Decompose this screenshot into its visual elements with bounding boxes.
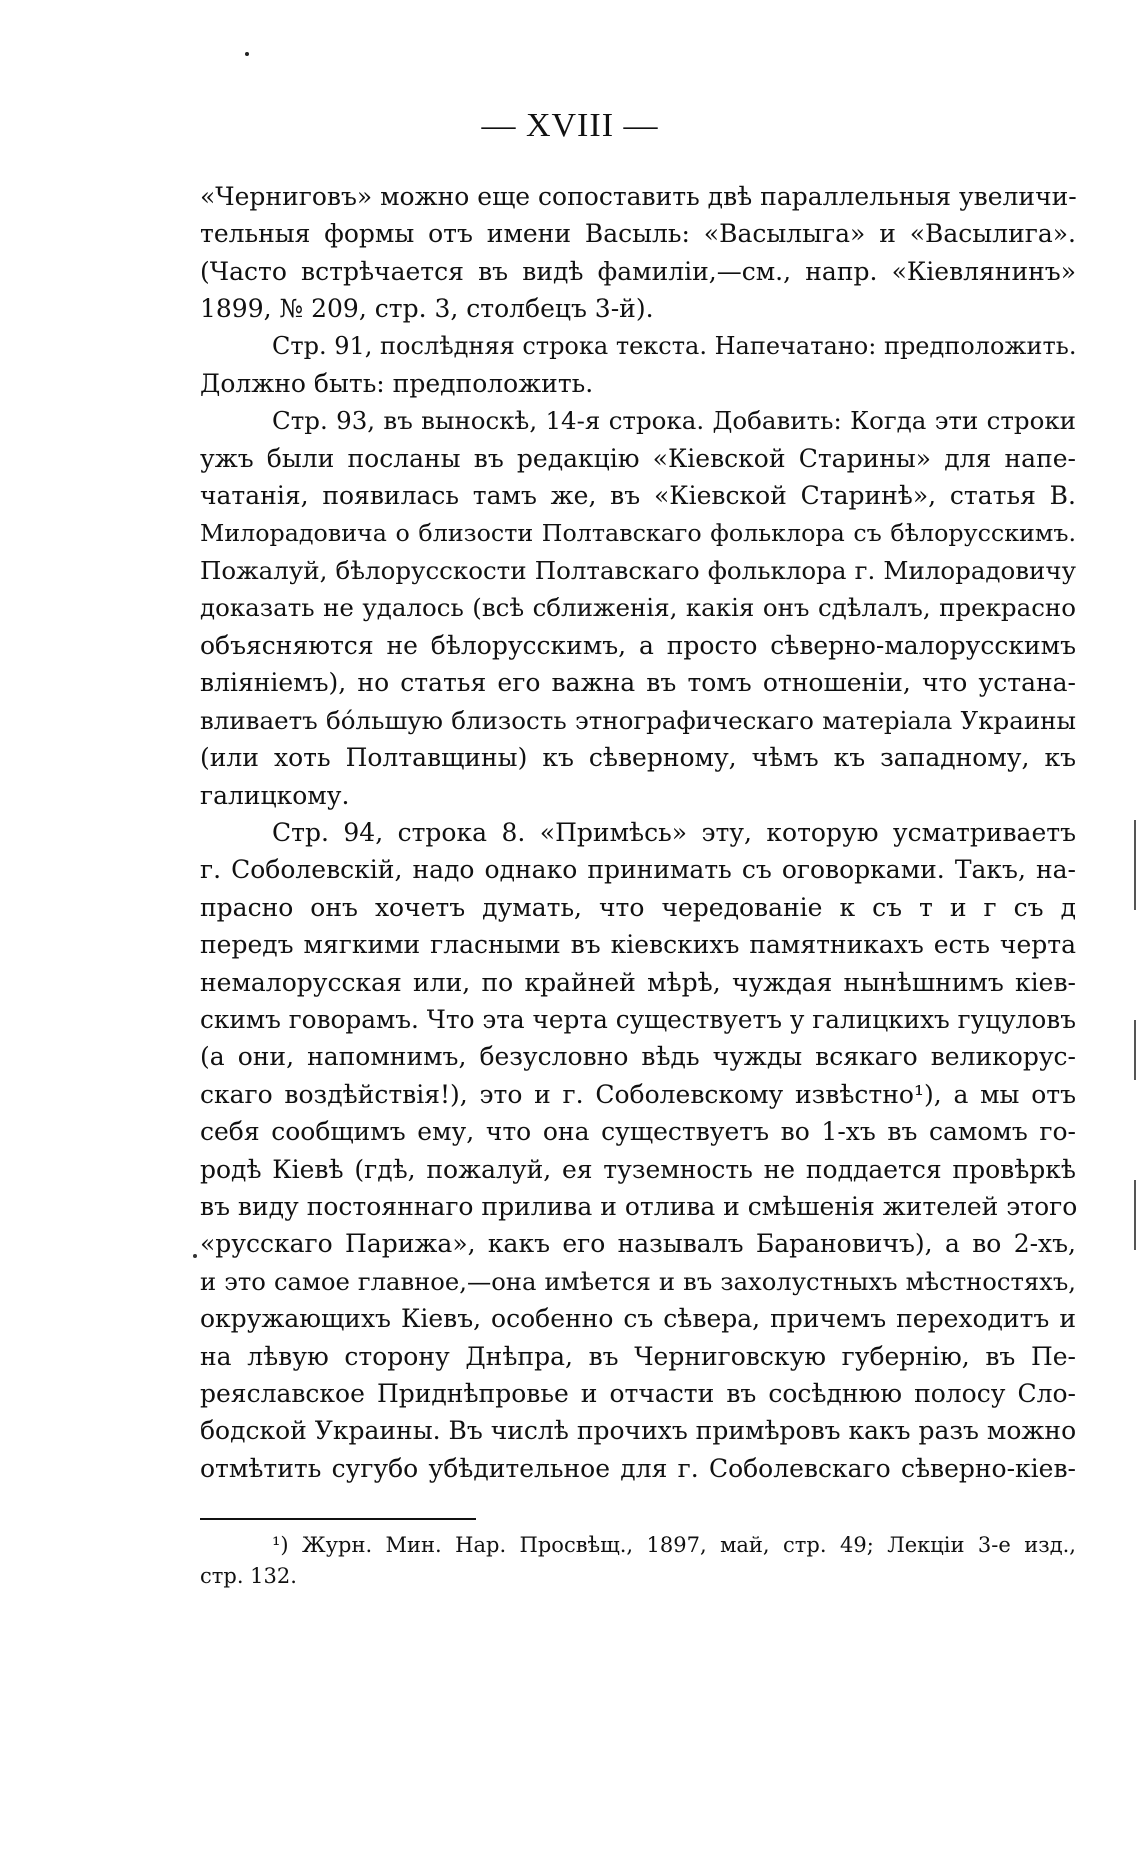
text-line: передъ мягкими гласными въ кіевскихъ памятникахъ есть черта	[200, 930, 1076, 960]
text-line: Стр. 91, послѣдняя строка текста. Напечатано: предположить.	[272, 331, 1077, 360]
footnote	[200, 1530, 1076, 1592]
text-line: «Черниговъ» можно еще сопоставить двѣ параллельныя увеличи-	[200, 182, 1077, 211]
text-line: реяславское Приднѣпровье и отчасти въ сосѣднюю полосу Сло-	[200, 1379, 1076, 1408]
text-line: скимъ говорамъ. Что эта черта существуетъ у галицкихъ гуцуловъ	[200, 1004, 1076, 1034]
main-text	[200, 178, 1076, 1487]
footnote-divider	[200, 1518, 476, 1520]
text-line: себя сообщимъ ему, что она существуетъ во 1-хъ въ самомъ го-	[200, 1117, 1076, 1147]
text-line: галицкому.	[200, 780, 350, 810]
text-line: прасно онъ хочетъ думать, что чередованіе к съ т и г съ д	[200, 892, 1076, 922]
text-line: родѣ Кіевѣ (гдѣ, пожалуй, ея туземность не поддается провѣркѣ	[200, 1154, 1076, 1184]
text-line: немалорусская или, по крайней мѣрѣ, чуждая нынѣшнимъ кіев-	[200, 967, 1076, 997]
text-line: Милорадовича о близости Полтавскаго фольклора съ бѣлорусскимъ.	[200, 518, 1076, 547]
footnote-line: ¹) Журн. Мин. Нар. Просвѣщ., 1897, май, стр. 49; Лекціи 3-е изд.,	[272, 1533, 1076, 1557]
text-line: Должно быть: предположить.	[200, 369, 594, 399]
text-line: вливаетъ бóльшую близость этнографическаго матеріала Украины	[200, 705, 1076, 735]
text-line: ужъ были посланы въ редакцію «Кіевской Старины» для напе-	[200, 443, 1076, 473]
text-line: г. Соболевскій, надо однако принимать съ оговорками. Такъ, на-	[200, 855, 1076, 885]
text-line: тельныя формы отъ имени Васыль: «Васылыга» и «Васылига».	[200, 219, 1076, 249]
text-line: вліяніемъ), но статья его важна въ томъ отношеніи, что устана-	[200, 668, 1076, 698]
text-line: въ виду постояннаго прилива и отлива и смѣшенія жителей этого	[200, 1191, 1078, 1221]
text-line: (или хоть Полтавщины) къ сѣверному, чѣмъ къ западному, къ	[200, 743, 1076, 773]
text-line: (а они, напомнимъ, безусловно вѣдь чужды всякаго великорус-	[200, 1042, 1076, 1072]
text-line: отмѣтить сугубо убѣдительное для г. Соболевскаго сѣверно-кіев-	[200, 1453, 1076, 1483]
page-number: — XVIII —	[481, 107, 659, 144]
paragraph-4	[200, 814, 1076, 1487]
text-line: Пожалуй, бѣлорусскости Полтавскаго фольклора г. Милорадовичу	[200, 556, 1076, 586]
text-line: «русскаго Парижа», какъ его называлъ Барановичъ), а во 2-хъ,	[200, 1229, 1076, 1259]
text-line: окружающихъ Кіевъ, особенно съ сѣвера, причемъ переходитъ и	[200, 1304, 1076, 1334]
text-line: и это самое главное,—она имѣется и въ захолустныхъ мѣстностяхъ,	[200, 1266, 1076, 1296]
print-speck	[245, 52, 249, 56]
text-line: (Часто встрѣчается въ видѣ фамиліи,—см., напр. «Кіевлянинъ»	[200, 256, 1076, 286]
text-line: доказать не удалось (всѣ сближенія, какія онъ сдѣлалъ, прекрасно	[200, 593, 1076, 623]
text-line: чатанія, появилась тамъ же, въ «Кіевской Старинѣ», статья В.	[200, 481, 1076, 511]
text-line: объясняются не бѣлорусскимъ, а просто сѣверно-малорусскимъ	[200, 630, 1076, 660]
text-line: 1899, № 209, стр. 3, столбецъ 3-й).	[200, 294, 654, 324]
scan-edge-mark	[1134, 820, 1136, 910]
scan-edge-mark	[1134, 1180, 1136, 1250]
text-line: на лѣвую сторону Днѣпра, въ Черниговскую губернію, въ Пе-	[200, 1341, 1076, 1371]
print-speck	[193, 1254, 197, 1258]
text-line: скаго воздѣйствія!), это и г. Соболевскому извѣстно¹), а мы отъ	[200, 1079, 1076, 1109]
paragraph-2	[200, 328, 1076, 403]
text-line: Стр. 94, строка 8. «Примѣсь» эту, которую усматриваетъ	[272, 817, 1076, 847]
paragraph-1	[200, 178, 1076, 328]
text-line: Стр. 93, въ выноскѣ, 14-я строка. Добавить: Когда эти строки	[272, 406, 1076, 436]
footnote-line: стр. 132.	[200, 1564, 297, 1588]
paragraph-3	[200, 402, 1076, 813]
text-line: бодской Украины. Въ числѣ прочихъ примѣровъ какъ разъ можно	[200, 1416, 1077, 1446]
scan-edge-mark	[1134, 1020, 1136, 1080]
